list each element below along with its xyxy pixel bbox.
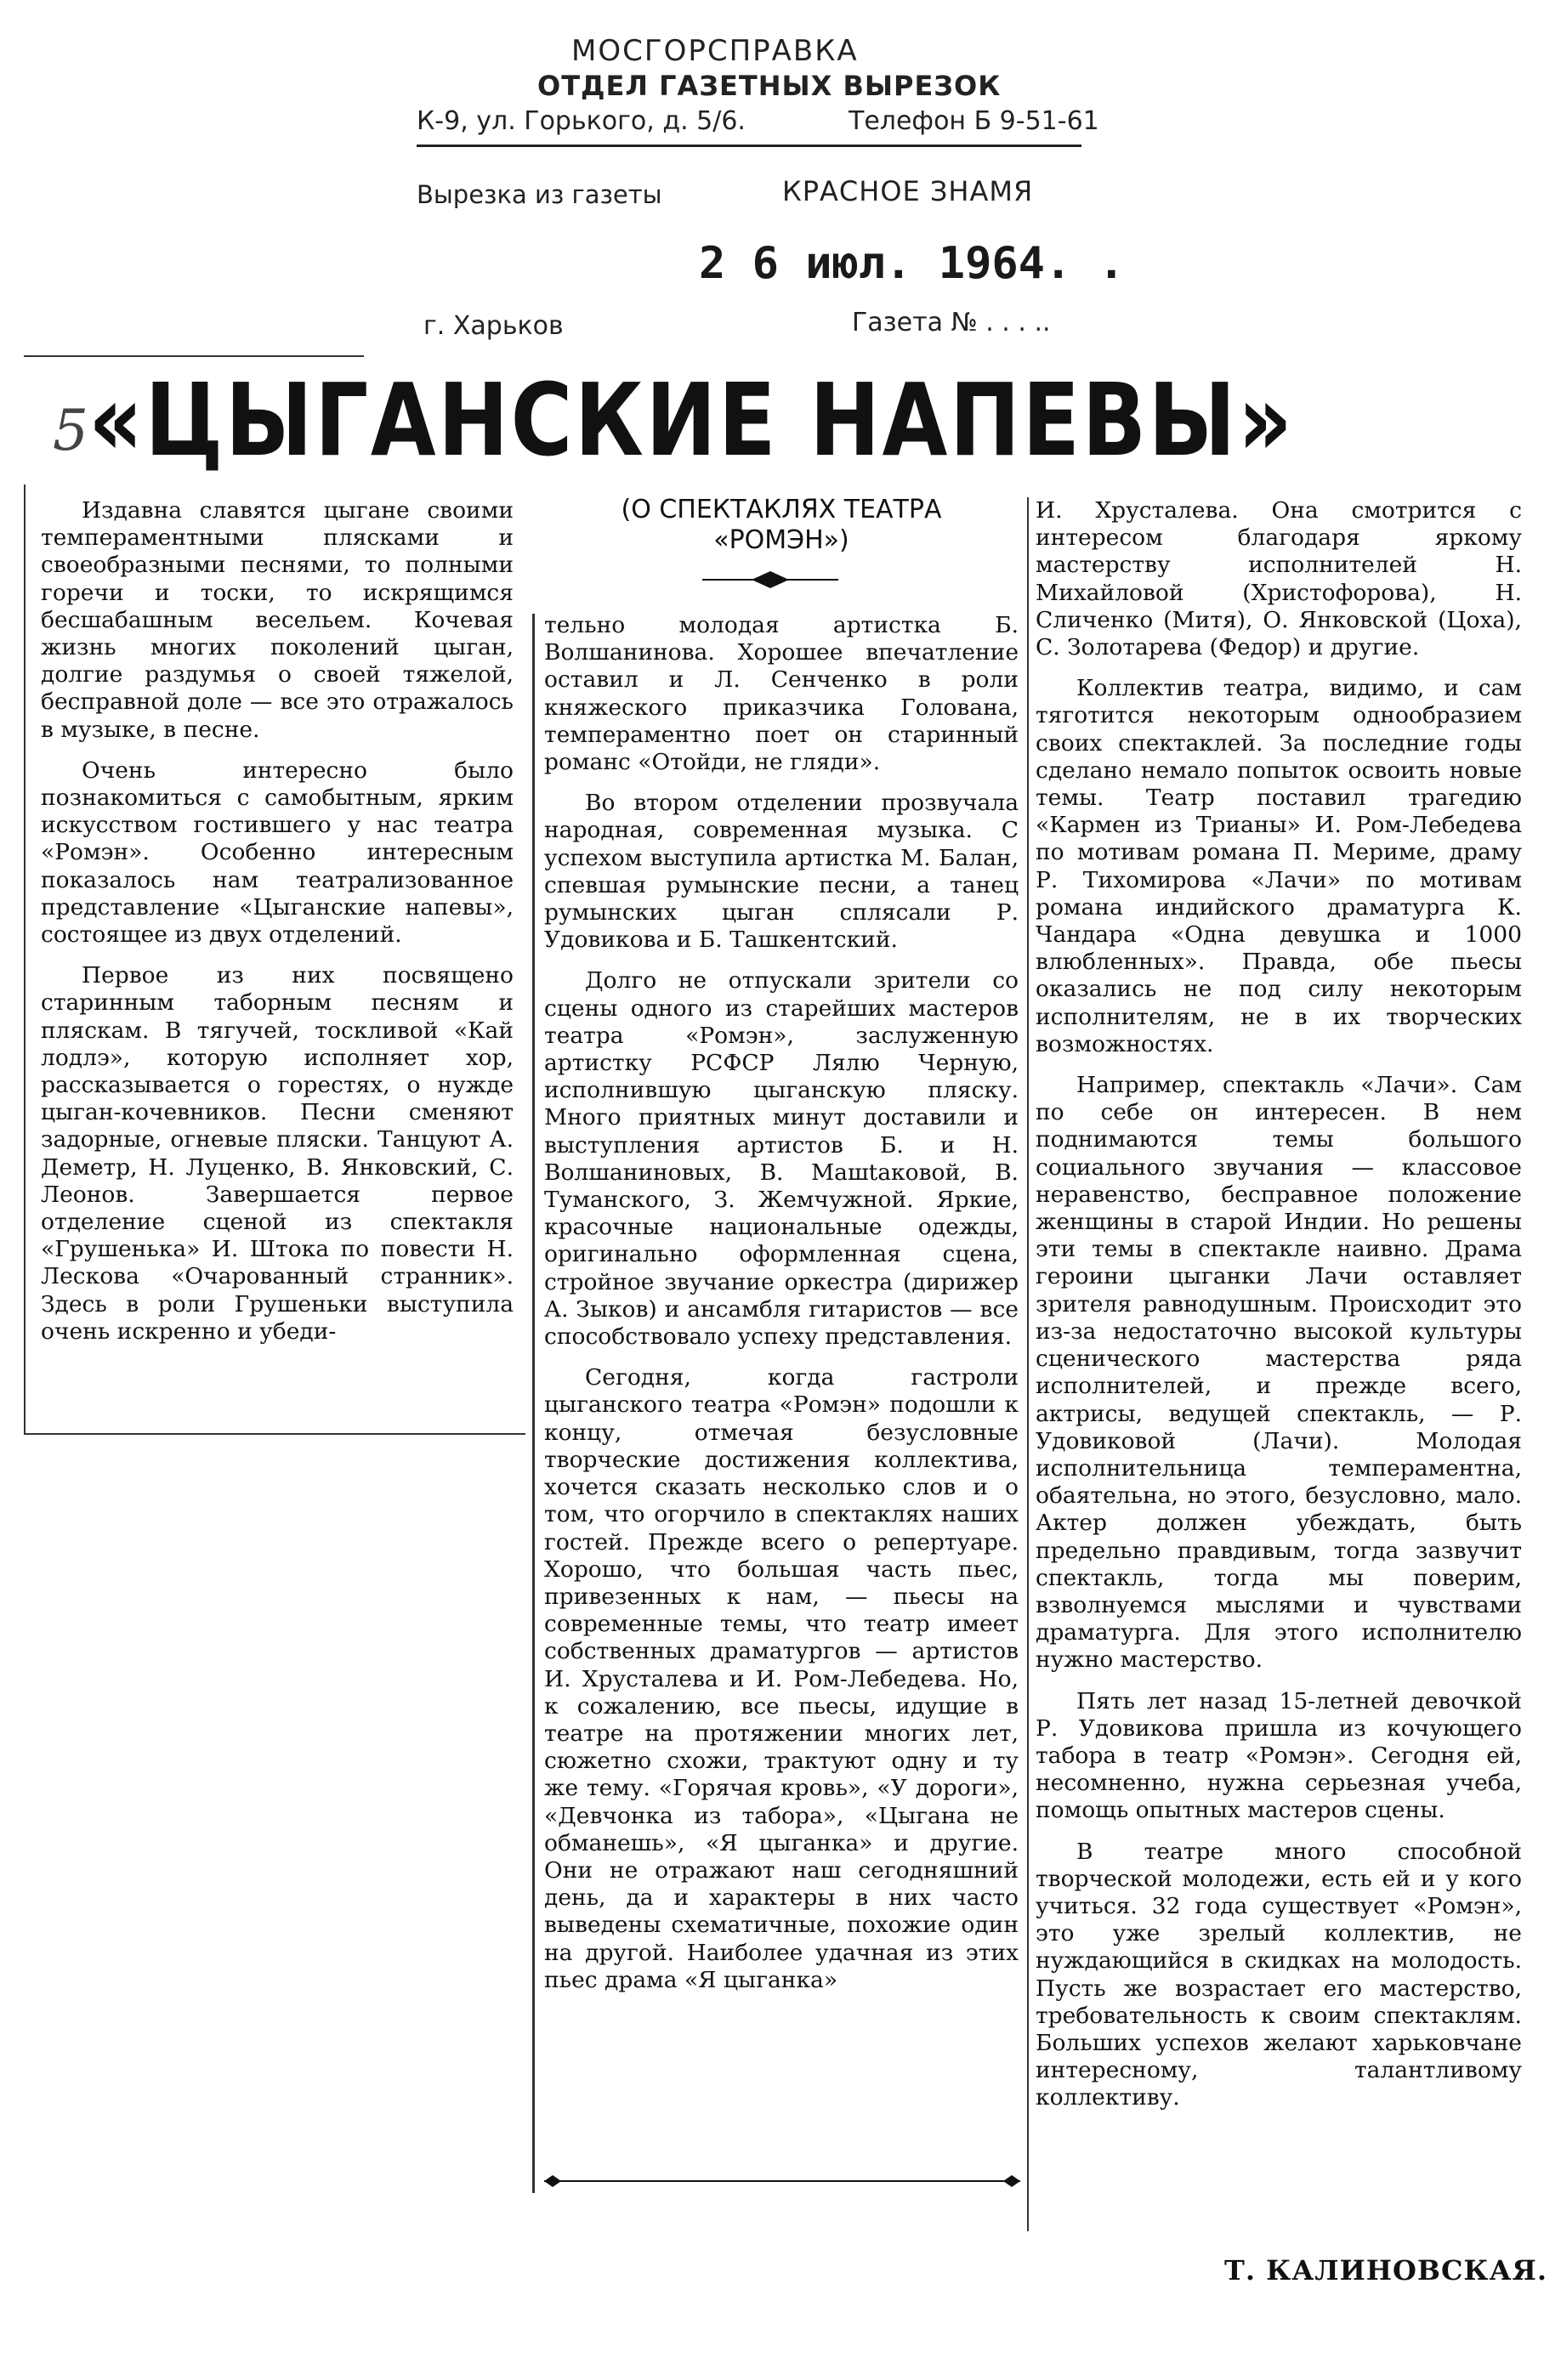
clip-date: 2 6 июл. 1964. . — [699, 238, 1125, 289]
paragraph: Пять лет назад 15-летней девочкой Р. Удовикова пришла из кочующего табора в театр «Ромэн». Сегодня ей, несомненно, нужна серьезная учеба, помощь опытных мастеров сцены. — [1036, 1687, 1522, 1824]
column-rule — [24, 484, 26, 1433]
clip-label: Вырезка из газеты — [417, 180, 662, 209]
handwritten-mark: 5 — [53, 398, 88, 463]
column-rule — [1027, 497, 1029, 2231]
article-column-3 — [1036, 497, 1522, 2126]
stamp-phone: Телефон Б 9-51-61 — [849, 106, 1099, 136]
article-column-2 — [544, 612, 1019, 2008]
subhead-line: «РОМЭН») — [713, 525, 849, 555]
paragraph: И. Хрусталева. Она смотрится с интересом благодаря яркому мастерству исполнителей Н. Михайловой (Христофорова), Н. Сличенко (Митя), О. Янковской (Цоха), С. Золотарева (Федор) и другие. — [1036, 497, 1522, 661]
newspaper-name: КРАСНОЕ ЗНАМЯ — [782, 175, 1034, 207]
paragraph: Например, спектакль «Лачи». Сам по себе он интересен. В нем поднимаются темы большого социального звучания — классовое неравенство, бесправное положение женщины в старой Индии. Но решены эти темы в спектакле наивно. Драма героини цыганки Лачи оставляет зрителя равнодушным. Происходит это из-за недостаточно высокой культуры сценического мастерства ряда исполнителей, и прежде всего, актрисы, ведущей спектакль, — Р. Удовиковой (Лачи). Молодая исполнительница темпераментна, обаятельна, но этого, безусловно, мало. Актер должен убеждать, быть предельно правдивым, тогда зазвучит спектакль, тогда мы поверим, взволнуемся мыслями и чувствами драматурга. Для этого исполнителю нужно мастерство. — [1036, 1072, 1522, 1674]
article-subhead — [544, 495, 1019, 556]
stamp-address: К-9, ул. Горького, д. 5/6. — [417, 106, 746, 136]
clip-city: г. Харьков — [423, 311, 564, 341]
column-rule — [532, 614, 535, 2193]
paragraph: Коллектив театра, видимо, и сам тяготится некоторым однообразием своих спектаклей. За последние годы сделано немало попыток освоить новые темы. Театр поставил трагедию «Кармен из Трианы» И. Ром-Лебедева по мотивам романа П. Мериме, драму Р. Тихомирова «Лачи» по мотивам романа индийского драматурга К. Чандара «Одна девушка и 1000 влюбленных». Правда, обе пьесы оказались не под силу некоторым исполнителям, не в их творческих возможностях. — [1036, 675, 1522, 1057]
paragraph: тельно молодая артистка Б. Волшанинова. Хорошее впечатление оставил и Л. Сенченко в роли княжеского приказчика Голована, темпераментно поет он старинный романс «Отойди, не гляди». — [544, 612, 1019, 776]
paragraph: Первое из них посвящено старинным таборным песням и пляскам. В тягучей, тоскливой «Кай лодлэ», которую исполняет хор, рассказывается о горестях, о нужде цыган-кочевников. Песни сменяют задорные, огневые пляски. Танцуют А. Деметр, Н. Луценко, В. Янковский, С. Леонов. Завершается первое отделение сценой из спектакля «Грушенька» И. Штока по повести Н. Лескова «Очарованный странник». Здесь в роли Грушеньки выступила очень искренно и убеди- — [41, 962, 514, 1345]
paragraph: Долго не отпускали зрители со сцены одного из старейших мастеров театра «Ромэн», заслуженную артистку РСФСР Лялю Черную, исполнившую цыганскую пляску. Много приятных минут доставили и выступления артистов Б. и Н. Волшаниновых, В. Машtаковой, В. Туманского, З. Жемчужной. Яркие, красочные национальные одежды, оригинально оформленная сцена, стройное звучание оркестра (дирижер А. Зыков) и ансамбля гитаристов — все способствовало успеху представления. — [544, 967, 1019, 1351]
stamp-agency: МОСГОРСПРАВКА — [571, 34, 859, 68]
clipping-edge-top — [24, 355, 364, 357]
column-rule — [24, 1433, 525, 1435]
paragraph: Сегодня, когда гастроли цыганского театра «Ромэн» подошли к концу, отмечая безусловные творческие достижения коллектива, хочется сказать несколько слов и о том, что огорчило в спектаклях наших гостей. Прежде всего о репертуаре. Хорошо, что большая часть пьес, привезенных к нам, — пьесы на современные темы, что театр имеет собственных драматургов — артистов И. Хрусталева и И. Ром-Лебедева. Но, к сожалению, все пьесы, идущие в театре на протяжении многих лет, сюжетно схожи, трактуют одну и ту же тему. «Горячая кровь», «У дороги», «Девчонка из табора», «Цыгана не обманешь», «Я цыганка» и другие. Они не отражают наш сегодняшний день, да и характеры в них часто выведены схематичные, похожие один на другой. Наиболее удачная из этих пьес драма «Я цыганка» — [544, 1364, 1019, 1993]
ornament-icon — [702, 570, 838, 590]
author-signature: Т. КАЛИНОВСКАЯ. — [1224, 2254, 1547, 2286]
paragraph: В театре много способной творческой молодежи, есть ей и у кого учиться. 32 года существует «Ромэн», это уже зрелый коллектив, не нуждающийся в скидках на молодость. Пусть же возрастает его мастерство, требовательность к своим спектаклям. Больших успехов желают харьковчане интересному, талантливому коллективу. — [1036, 1838, 1522, 2111]
article-headline: «ЦЫГАНСКИЕ НАПЕВЫ» — [88, 361, 1295, 479]
stamp-department: ОТДЕЛ ГАЗЕТНЫХ ВЫРЕЗОК — [537, 70, 1002, 102]
article-column-1 — [41, 497, 514, 1359]
ornament-rule-icon — [544, 2173, 1020, 2190]
paragraph: Очень интересно было познакомиться с самобытным, ярким искусством гостившего у нас театра «Ромэн». Особенно интересным показалось нам театрализованное представление «Цыганские напевы», состоящее из двух отделений. — [41, 756, 514, 949]
subhead-line: (О СПЕКТАКЛЯХ ТЕАТРА — [621, 495, 942, 524]
paper-number: Газета № . . . .. — [852, 308, 1051, 337]
paragraph: Во втором отделении прозвучала народная, современная музыка. С успехом выступила артистка М. Балан, спевшая румынские песни, а танец румынских цыган сплясали Р. Удовикова и Б. Ташкентский. — [544, 790, 1019, 954]
paragraph: Издавна славятся цыгане своими темпераментными плясками и своеобразными песнями, то полными горечи и тоски, то искрящимся бесшабашным весельем. Кочевая жизнь многих поколений цыган, долгие раздумья о своей тяжелой, бесправной доле — все это отражалось в музыке, в песне. — [41, 497, 514, 743]
stamp-divider — [417, 144, 1081, 147]
